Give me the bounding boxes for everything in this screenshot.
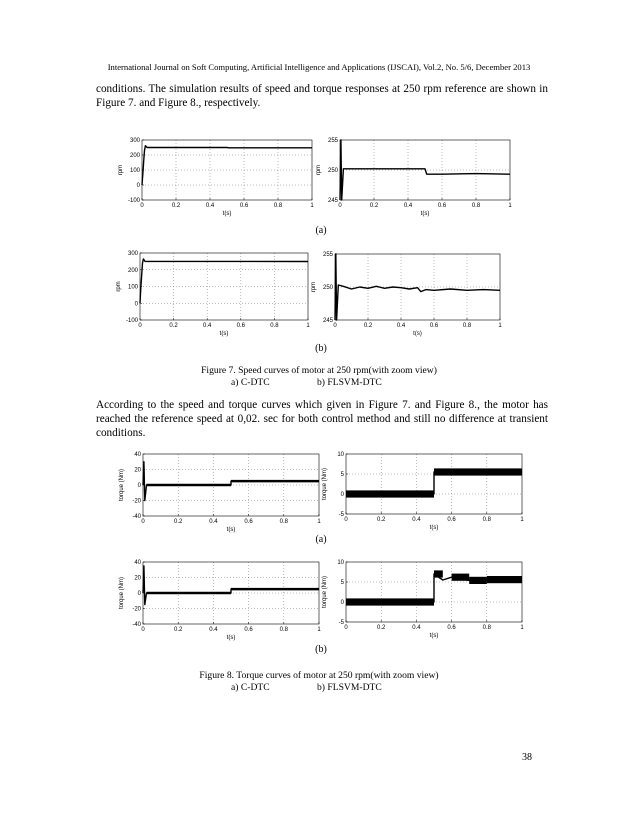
y-axis-label: rpm [311, 281, 317, 293]
x-tick-label: 1 [317, 627, 321, 633]
y-tick-label: 0 [134, 301, 138, 308]
x-tick-label: 0.4 [209, 519, 218, 525]
fig8b-zoom-plot [318, 556, 533, 646]
x-axis-label: t(s) [219, 331, 229, 337]
x-tick-label: 0 [344, 517, 348, 523]
intro-paragraph: conditions. The simulation results of speed and torque responses at 250 rpm reference are shown in Figure 7. and Figure 8., respectively. [96, 83, 548, 109]
x-tick-label: 0.2 [377, 517, 386, 523]
y-axis-label: rpm [118, 164, 124, 176]
x-tick-label: 0.6 [239, 203, 249, 209]
series-line [335, 254, 500, 320]
fig7-sub-a: a) C-DTC [231, 377, 270, 388]
y-tick-label: -40 [132, 622, 141, 628]
y-axis-label: torque (Nm) [322, 575, 328, 609]
y-tick-label: 0 [136, 183, 140, 189]
y-tick-label: 0 [340, 600, 344, 606]
x-tick-label: 0.2 [174, 519, 183, 525]
x-tick-label: 0.4 [412, 625, 421, 631]
fig8a-full-plot [110, 448, 330, 534]
fig7-sub-b: b) FLSVM-DTC [317, 377, 382, 388]
x-tick-label: 0.6 [447, 625, 456, 631]
fig8-sub-a: a) C-DTC [231, 682, 270, 693]
y-tick-label: -100 [125, 318, 138, 324]
x-axis-label: t(s) [429, 633, 439, 639]
y-tick-label: -40 [132, 514, 141, 520]
x-tick-label: 0 [141, 627, 145, 633]
results-paragraph: According to the speed and torque curves which given in Figure 7. and Figure 8., the motor has reached the reference speed at 0,02. sec for both control method and still no difference at transient conditions. [96, 399, 548, 439]
x-tick-label: 0.2 [174, 627, 183, 633]
y-tick-label: 0 [137, 591, 141, 597]
x-axis-label: t(s) [222, 211, 232, 217]
x-tick-label: 1 [306, 323, 310, 329]
y-tick-label: -5 [338, 512, 344, 518]
x-axis-label: t(s) [226, 527, 236, 533]
x-axis-label: t(s) [420, 211, 430, 217]
fig7-label-b: (b) [315, 343, 327, 354]
x-tick-label: 0.2 [377, 625, 386, 631]
y-tick-label: 100 [127, 284, 138, 291]
y-tick-label: 245 [327, 198, 338, 204]
x-tick-label: 0.8 [482, 517, 491, 523]
x-axis-label: t(s) [429, 525, 439, 531]
fig8-label-b: (b) [315, 644, 327, 655]
x-tick-label: 0.8 [279, 519, 288, 525]
x-tick-label: 0 [138, 323, 142, 329]
x-tick-label: 1 [317, 519, 321, 525]
y-axis-label: torque (Nm) [119, 576, 125, 610]
x-tick-label: 1 [520, 625, 524, 631]
series-line [143, 566, 319, 605]
y-tick-label: 0 [340, 492, 344, 498]
y-tick-label: 40 [134, 452, 141, 458]
y-tick-label: 100 [129, 168, 140, 174]
x-tick-label: 0 [141, 519, 145, 525]
x-tick-label: 0.4 [203, 323, 212, 329]
fig8-label-a: (a) [315, 534, 327, 545]
x-tick-label: 0.6 [244, 627, 253, 633]
y-tick-label: 20 [134, 575, 141, 582]
journal-header: International Journal on Soft Computing, Artificial Intelligence and Applications (IJSCAI), Vol.2, No. 5/6, December 2013 [107, 62, 531, 72]
fig7b-full-plot [110, 245, 320, 340]
x-axis-label: t(s) [413, 331, 422, 337]
y-tick-label: 250 [327, 168, 338, 174]
x-tick-label: 0.4 [412, 517, 421, 523]
x-tick-label: 0.2 [369, 203, 379, 209]
y-tick-label: 250 [322, 285, 333, 291]
y-tick-label: -20 [132, 498, 141, 505]
fig7-label-a: (a) [315, 225, 327, 236]
x-tick-label: 0.2 [171, 203, 181, 209]
y-tick-label: -20 [132, 606, 141, 613]
y-axis-label: torque (Nm) [322, 467, 328, 501]
x-tick-label: 1 [310, 203, 314, 209]
y-tick-label: 0 [137, 483, 141, 489]
x-tick-label: 0.8 [273, 203, 283, 209]
x-tick-label: 0.8 [279, 627, 288, 633]
x-tick-label: 0 [338, 203, 342, 209]
x-tick-label: 0.6 [236, 323, 245, 329]
y-tick-label: 300 [127, 251, 138, 257]
x-tick-label: 1 [498, 323, 502, 329]
x-tick-label: 0.4 [403, 203, 413, 209]
y-tick-label: 255 [322, 252, 333, 258]
x-tick-label: 0.4 [396, 323, 406, 329]
x-tick-label: 0.8 [462, 323, 472, 329]
x-tick-label: 1 [508, 203, 512, 209]
y-tick-label: 300 [129, 138, 140, 144]
x-tick-label: 0.6 [429, 323, 439, 329]
x-axis-label: t(s) [226, 635, 236, 641]
fig7-caption: Figure 7. Speed curves of motor at 250 rpm(with zoom view) [201, 365, 437, 376]
y-tick-label: -100 [127, 198, 140, 204]
fig8-sub-b: b) FLSVM-DTC [317, 682, 382, 693]
x-tick-label: 0 [140, 203, 144, 209]
y-tick-label: 200 [127, 267, 138, 274]
y-tick-label: 245 [322, 318, 333, 324]
y-tick-label: 10 [337, 452, 344, 458]
y-tick-label: -5 [338, 620, 344, 626]
fig8-caption: Figure 8. Torque curves of motor at 250 rpm(with zoom view) [199, 670, 439, 681]
x-tick-label: 0.8 [270, 323, 279, 329]
series-line [143, 462, 319, 501]
y-tick-label: 20 [134, 467, 141, 474]
x-tick-label: 0.8 [482, 625, 491, 631]
fig8b-full-plot [110, 556, 330, 646]
y-tick-label: 5 [340, 580, 344, 586]
fig8-subcaption [0, 682, 638, 693]
x-tick-label: 0.2 [169, 323, 178, 329]
y-tick-label: 10 [337, 560, 344, 566]
fig7b-zoom-plot [305, 245, 515, 340]
y-tick-label: 255 [327, 138, 338, 144]
x-tick-label: 1 [520, 517, 524, 523]
x-tick-label: 0.4 [209, 627, 218, 633]
fig7a-full-plot [110, 132, 320, 220]
x-tick-label: 0.6 [447, 517, 456, 523]
y-tick-label: 5 [340, 472, 344, 478]
y-tick-label: 40 [134, 560, 141, 566]
y-axis-label: torque (Nm) [119, 468, 125, 502]
x-tick-label: 0.8 [471, 203, 481, 209]
y-axis-label: rpm [316, 164, 322, 176]
fig7a-zoom-plot [310, 132, 520, 220]
x-tick-label: 0.2 [363, 323, 373, 329]
x-tick-label: 0 [344, 625, 348, 631]
y-axis-label: rpm [116, 281, 122, 292]
fig7-subcaption [0, 377, 638, 388]
x-tick-label: 0.6 [437, 203, 447, 209]
series-line [142, 146, 312, 185]
page-number: 38 [522, 752, 532, 763]
x-tick-label: 0.6 [244, 519, 253, 525]
series-line [140, 259, 308, 303]
x-tick-label: 0 [333, 323, 337, 329]
y-tick-label: 200 [129, 153, 140, 159]
fig8a-zoom-plot [318, 448, 533, 534]
x-tick-label: 0.4 [205, 203, 215, 209]
